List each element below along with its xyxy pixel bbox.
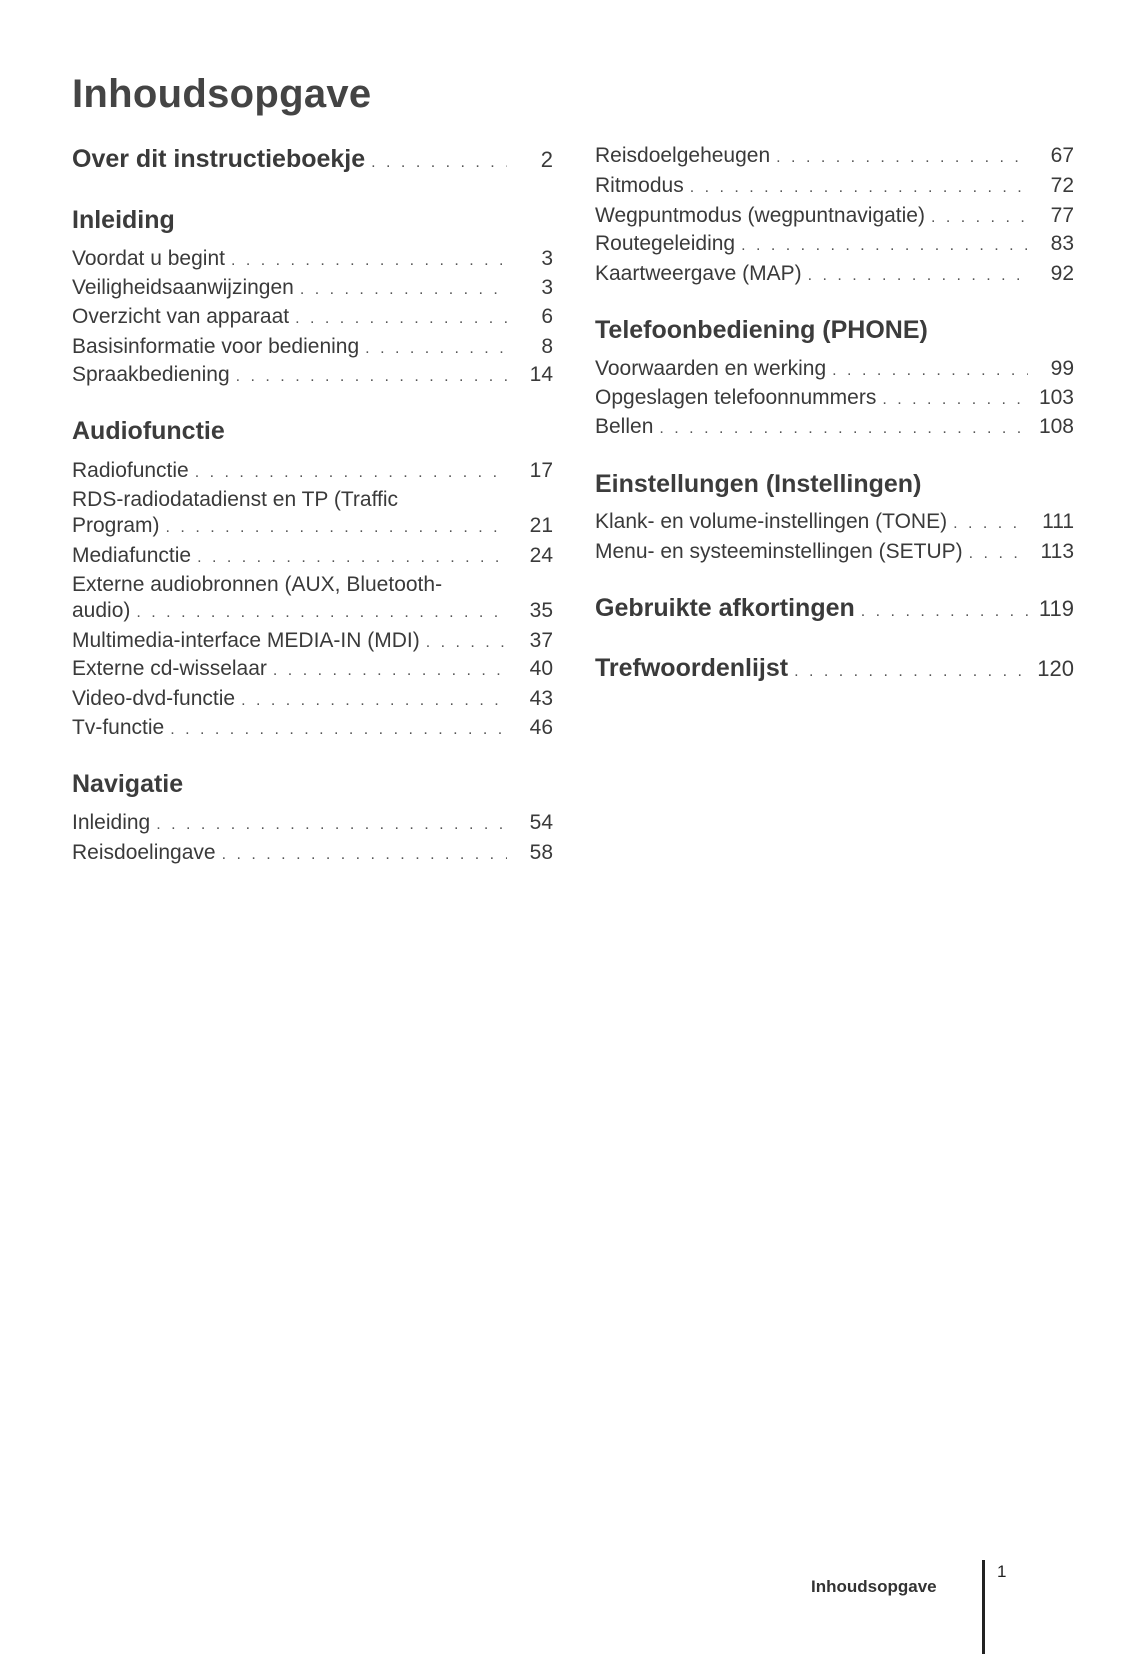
entry-page: 8	[541, 335, 553, 358]
entry-label: Reisdoelingave	[72, 841, 216, 864]
entry-page: 24	[529, 544, 553, 567]
entry-label: Ritmodus	[595, 174, 684, 197]
dot-leader	[931, 205, 1028, 231]
entry-page: 83	[1050, 232, 1074, 255]
dot-leader	[882, 387, 1028, 413]
entry-label-line1: Externe audiobronnen (AUX, Bluetooth-	[72, 573, 443, 596]
entry-page: 77	[1050, 204, 1074, 227]
entry-label: Routegeleiding	[595, 232, 736, 255]
dot-leader	[231, 248, 507, 274]
toc-entry[interactable]	[72, 362, 553, 390]
dot-leader	[300, 277, 507, 303]
footer-section-label: Inhoudsopgave	[811, 1577, 937, 1596]
dot-leader	[195, 460, 507, 486]
entry-label: Menu- en systeeminstellingen (SETUP)	[595, 540, 963, 563]
dot-leader	[166, 515, 507, 541]
entry-label: Spraakbediening	[72, 363, 230, 386]
toc-entry[interactable]	[72, 275, 553, 303]
toc-entry-over[interactable]	[72, 146, 553, 176]
section-heading-telefoon: Telefoonbediening (PHONE)	[595, 316, 928, 344]
entry-label: Tv-functie	[72, 716, 165, 739]
toc-entry[interactable]	[72, 628, 553, 656]
dot-leader	[295, 306, 507, 332]
entry-page: 120	[1037, 656, 1074, 681]
dot-leader	[776, 145, 1028, 171]
entry-page: 17	[529, 459, 553, 482]
entry-label: Gebruikte afkortingen	[595, 594, 855, 622]
entry-label: Bellen	[595, 415, 654, 438]
entry-page: 58	[529, 841, 553, 864]
toc-entry[interactable]	[595, 143, 1074, 171]
entry-page: 108	[1038, 415, 1074, 438]
entry-page: 113	[1040, 540, 1074, 563]
entry-page: 111	[1042, 510, 1074, 533]
entry-page: 99	[1050, 357, 1074, 380]
dot-leader	[832, 358, 1028, 384]
entry-page: 35	[529, 599, 553, 622]
entry-label: Klank- en volume-instellingen (TONE)	[595, 510, 948, 533]
entry-page: 103	[1038, 386, 1074, 409]
dot-leader	[365, 336, 507, 362]
page-number: 1	[997, 1562, 1007, 1581]
entry-label: Wegpuntmodus (wegpuntnavigatie)	[595, 204, 925, 227]
entry-label: Over dit instructieboekje	[72, 145, 366, 173]
entry-page: 14	[529, 363, 553, 386]
entry-label: Voordat u begint	[72, 247, 225, 270]
section-heading-navigatie: Navigatie	[72, 770, 184, 798]
entry-page: 3	[541, 247, 553, 270]
dot-leader	[861, 599, 1028, 625]
entry-page: 72	[1050, 174, 1074, 197]
toc-entry[interactable]	[595, 261, 1074, 289]
entry-label: Mediafunctie	[72, 544, 192, 567]
dot-leader	[273, 658, 507, 684]
entry-label: Voorwaarden en werking	[595, 357, 827, 380]
entry-page: 67	[1050, 144, 1074, 167]
entry-page: 3	[541, 276, 553, 299]
toc-entry-afkortingen[interactable]	[595, 595, 1074, 625]
entry-page: 40	[529, 657, 553, 680]
entry-label: Reisdoelgeheugen	[595, 144, 771, 167]
dot-leader	[241, 688, 507, 714]
dot-leader	[808, 263, 1028, 289]
entry-page: 21	[529, 514, 553, 537]
entry-label: Kaartweergave (MAP)	[595, 262, 802, 285]
dot-leader	[794, 659, 1028, 685]
entry-label: Opgeslagen telefoonnummers	[595, 386, 877, 409]
entry-page: 46	[529, 716, 553, 739]
dot-leader	[969, 541, 1028, 567]
dot-leader	[371, 150, 507, 176]
entry-label: Basisinformatie voor bediening	[72, 335, 360, 358]
footer-divider	[982, 1560, 985, 1654]
entry-page: 43	[529, 687, 553, 710]
page-title: Inhoudsopgave	[72, 72, 372, 116]
dot-leader	[426, 630, 507, 656]
toc-entry[interactable]	[72, 543, 553, 571]
entry-page: 37	[529, 629, 553, 652]
dot-leader	[236, 364, 507, 390]
dot-leader	[741, 233, 1028, 259]
section-heading-inleiding: Inleiding	[72, 206, 175, 234]
dot-leader	[170, 717, 507, 743]
dot-leader	[156, 812, 507, 838]
dot-leader	[953, 511, 1028, 537]
entry-label: Program)	[72, 514, 160, 537]
toc-entry[interactable]	[595, 173, 1074, 201]
toc-entry[interactable]	[595, 231, 1074, 259]
toc-entry[interactable]	[595, 414, 1074, 442]
entry-label: Externe cd-wisselaar	[72, 657, 267, 680]
toc-entry[interactable]	[595, 203, 1074, 231]
entry-label: Video-dvd-functie	[72, 687, 236, 710]
dot-leader	[222, 842, 507, 868]
entry-page: 92	[1050, 262, 1074, 285]
dot-leader	[197, 545, 507, 571]
entry-page: 54	[529, 811, 553, 834]
entry-label: Inleiding	[72, 811, 151, 834]
dot-leader	[136, 600, 507, 626]
entry-label: Multimedia-interface MEDIA-IN (MDI)	[72, 629, 420, 652]
toc-entry-trefwoorden[interactable]	[595, 655, 1074, 685]
toc-entry[interactable]	[72, 810, 553, 838]
dot-leader	[659, 416, 1028, 442]
toc-entry[interactable]	[72, 304, 553, 332]
toc-entry[interactable]	[72, 715, 553, 743]
entry-page: 119	[1038, 596, 1074, 621]
entry-page: 6	[541, 305, 553, 328]
toc-entry[interactable]	[72, 656, 553, 684]
entry-label: Trefwoordenlijst	[595, 654, 789, 682]
toc-entry[interactable]	[72, 840, 553, 868]
dot-leader	[690, 175, 1028, 201]
entry-label: Overzicht van apparaat	[72, 305, 290, 328]
toc-entry[interactable]	[72, 458, 553, 486]
toc-entry[interactable]	[595, 539, 1074, 567]
entry-label: Veiligheidsaanwijzingen	[72, 276, 294, 299]
entry-label-line1: RDS-radiodatadienst en TP (Traffic	[72, 488, 399, 511]
toc-entry[interactable]	[595, 385, 1074, 413]
entry-label: audio)	[72, 599, 131, 622]
toc-entry[interactable]	[72, 513, 553, 541]
toc-entry[interactable]	[595, 509, 1074, 537]
toc-entry[interactable]	[72, 334, 553, 362]
toc-entry[interactable]	[595, 356, 1074, 384]
section-heading-einstellungen: Einstellungen (Instellingen)	[595, 470, 922, 498]
entry-page: 2	[540, 147, 553, 172]
toc-entry[interactable]	[72, 598, 553, 626]
toc-entry[interactable]	[72, 246, 553, 274]
toc-entry[interactable]	[72, 686, 553, 714]
entry-label: Radiofunctie	[72, 459, 189, 482]
section-heading-audiofunctie: Audiofunctie	[72, 417, 225, 445]
